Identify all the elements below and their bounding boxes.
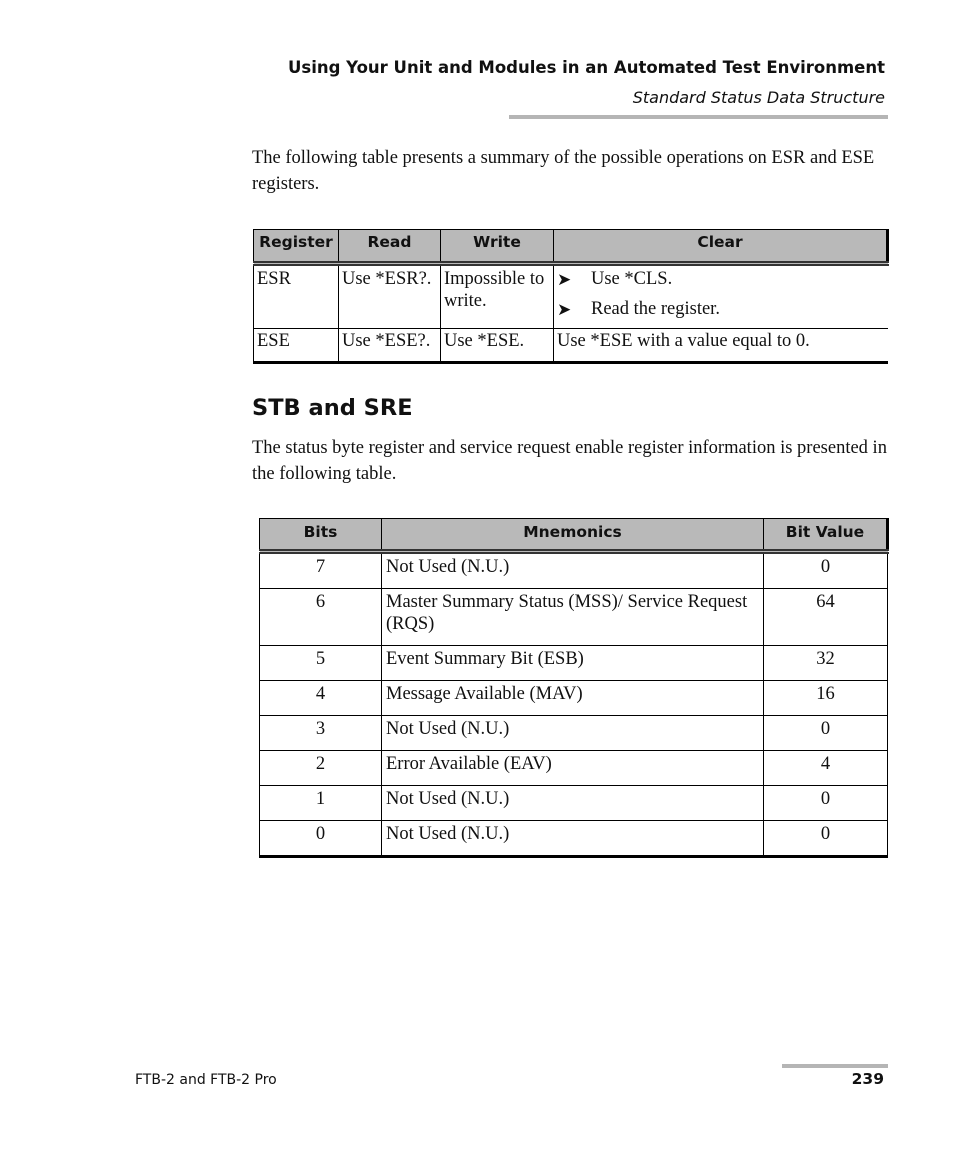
mnemonic-cell: Not Used (N.U.) xyxy=(382,716,764,751)
bit-value-cell: 0 xyxy=(764,552,888,589)
bit-value-cell: 64 xyxy=(764,589,888,646)
column-header-write: Write xyxy=(441,230,554,264)
mnemonic-cell: Error Available (EAV) xyxy=(382,751,764,786)
status-byte-table xyxy=(259,518,889,858)
bit-value-cell: 0 xyxy=(764,786,888,821)
running-header-title: Using Your Unit and Modules in an Automated Test Environment xyxy=(287,58,885,77)
mnemonic-cell: Event Summary Bit (ESB) xyxy=(382,646,764,681)
read-cell: Use *ESE?. xyxy=(339,329,441,363)
column-header-register: Register xyxy=(254,230,339,264)
table-header-row xyxy=(254,230,888,264)
list-item xyxy=(557,268,885,298)
table-row xyxy=(260,751,888,786)
clear-step: Use *CLS. xyxy=(591,269,673,289)
table-row xyxy=(260,646,888,681)
clear-cell: Use *ESE with a value equal to 0. xyxy=(557,331,810,351)
mnemonic-cell: Master Summary Status (MSS)/ Service Request (RQS) xyxy=(382,589,764,646)
table-row xyxy=(260,552,888,589)
intro-paragraph: The following table presents a summary of the possible operations on ESR and ESE registers. xyxy=(252,148,875,194)
register-cell: ESE xyxy=(254,329,339,363)
column-header-bit-value: Bit Value xyxy=(764,519,888,552)
bit-cell: 1 xyxy=(260,786,382,821)
bit-cell: 5 xyxy=(260,646,382,681)
bit-value-cell: 0 xyxy=(764,821,888,857)
arrow-bullet-icon: ➤ xyxy=(557,270,572,289)
arrow-bullet-icon: ➤ xyxy=(557,300,572,319)
table-row xyxy=(260,786,888,821)
column-header-bits: Bits xyxy=(260,519,382,552)
running-header-subtitle: Standard Status Data Structure xyxy=(632,88,885,107)
list-item xyxy=(557,298,885,328)
mnemonic-cell: Message Available (MAV) xyxy=(382,681,764,716)
bit-cell: 0 xyxy=(260,821,382,857)
mnemonic-cell: Not Used (N.U.) xyxy=(382,821,764,857)
bit-cell: 4 xyxy=(260,681,382,716)
footer-rule xyxy=(782,1064,888,1068)
register-cell: ESR xyxy=(254,264,339,329)
table-row xyxy=(260,681,888,716)
bit-value-cell: 0 xyxy=(764,716,888,751)
table-row xyxy=(260,716,888,751)
table-row xyxy=(254,329,888,363)
bit-cell: 2 xyxy=(260,751,382,786)
table-row xyxy=(260,589,888,646)
bit-value-cell: 4 xyxy=(764,751,888,786)
page-number: 239 xyxy=(851,1070,884,1088)
read-cell: Use *ESR?. xyxy=(339,264,441,329)
column-header-clear: Clear xyxy=(554,230,888,264)
mnemonic-cell: Not Used (N.U.) xyxy=(382,552,764,589)
column-header-read: Read xyxy=(339,230,441,264)
mnemonic-cell: Not Used (N.U.) xyxy=(382,786,764,821)
column-header-mnemonics: Mnemonics xyxy=(382,519,764,552)
clear-cell xyxy=(554,264,888,329)
table-row xyxy=(260,821,888,857)
clear-step: Read the register. xyxy=(591,299,720,319)
esr-ese-operations-table xyxy=(253,229,889,364)
header-rule xyxy=(509,115,888,119)
footer-product-name: FTB-2 and FTB-2 Pro xyxy=(135,1072,277,1088)
bit-cell: 6 xyxy=(260,589,382,646)
section-paragraph: The status byte register and service request enable register information is presented in the following table. xyxy=(252,438,887,484)
bit-value-cell: 32 xyxy=(764,646,888,681)
write-cell: Impossible to write. xyxy=(441,264,554,329)
table-header-row xyxy=(260,519,888,552)
bit-cell: 7 xyxy=(260,552,382,589)
table-row xyxy=(254,264,888,329)
write-cell: Use *ESE. xyxy=(441,329,554,363)
bit-value-cell: 16 xyxy=(764,681,888,716)
section-heading: STB and SRE xyxy=(252,395,413,421)
bit-cell: 3 xyxy=(260,716,382,751)
